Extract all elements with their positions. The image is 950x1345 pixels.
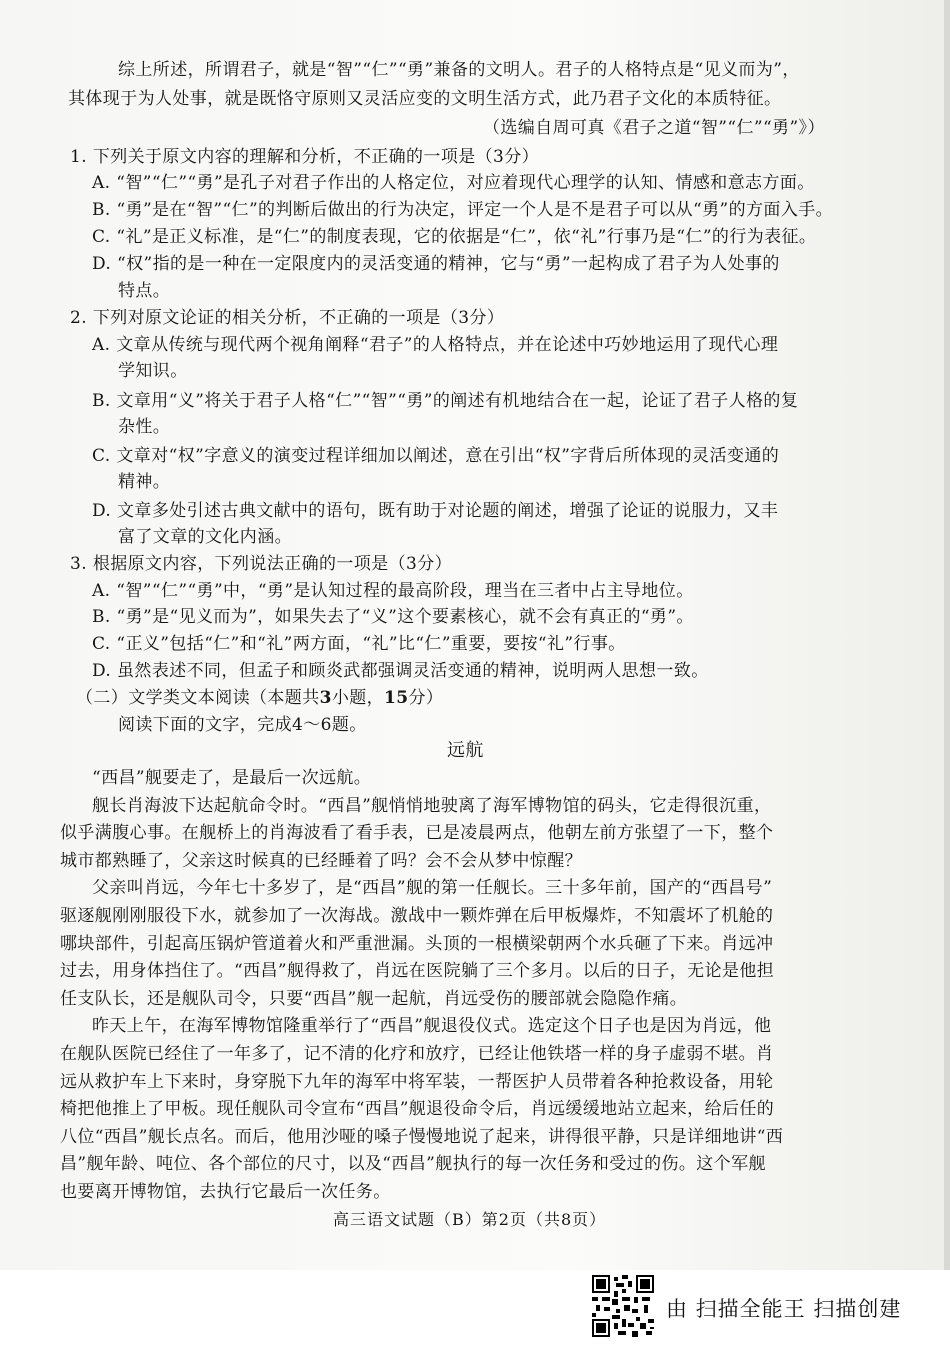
question-2-option-a-cont: 学知识。	[118, 361, 188, 381]
story-line: 城市都熟睡了，父亲这时候真的已经睡着了吗？会不会从梦中惊醒？	[60, 851, 582, 871]
question-2-stem: 2. 下列对原文论证的相关分析，不正确的一项是（3分）	[70, 308, 505, 328]
story-title: 远航	[447, 740, 484, 761]
question-3-option-d: D. 虽然表述不同，但孟子和顾炎武都强调灵活变通的精神，说明两人思想一致。	[92, 661, 709, 681]
question-2-option-d-cont: 富了文章的文化内涵。	[118, 527, 292, 547]
question-2-option-b: B. 文章用“义”将关于君子人格“仁”“智”“勇”的阐述有机地结合在一起，论证了君子人格的复	[92, 391, 799, 411]
question-1-option-a: A. “智”“仁”“勇”是孔子对君子作出的人格定位，对应着现代心理学的认知、情感和意志方面。	[92, 173, 815, 193]
question-2-option-d: D. 文章多处引述古典文献中的语句，既有助于对论题的阐述，增强了论证的说服力，又丰	[92, 501, 779, 521]
story-line: 过去，用身体挡住了。“西昌”舰得救了，肖远在医院躺了三个多月。以后的日子，无论是他担	[60, 961, 775, 981]
scanner-watermark-text: 由 扫描全能王 扫描创建	[666, 1297, 902, 1321]
story-line: 远从救护车上下来时，身穿脱下九年的海军中将军装，一帮医护人员带着各种抢救设备，用轮	[60, 1072, 774, 1092]
story-line: 哪块部件，引起高压锅炉管道着火和严重泄漏。头顶的一根横梁朝两个水兵砸了下来。肖远冲	[60, 934, 774, 954]
story-line: 八位“西昌”舰长点名。而后，他用沙哑的嗓子慢慢地说了起来，讲得很平静，只是详细地讲“西	[60, 1127, 784, 1147]
section-2-heading-score: 15	[384, 688, 409, 708]
question-3-option-b: B. “勇”是“见义而为”，如果失去了“义”这个要素核心，就不会有真正的“勇”。	[92, 607, 694, 627]
passage-conclusion-line-2: 其体现于为人处事，就是既恪守原则又灵活应变的文明生活方式，此乃君子文化的本质特征。	[68, 89, 782, 109]
section-2-heading-mid: 小题，	[331, 688, 385, 708]
story-line: 舰长肖海波下达起航命令时。“西昌”舰悄悄地驶离了海军博物馆的码头，它走得很沉重，	[92, 796, 772, 816]
section-2-heading-post: 分）	[408, 688, 444, 708]
question-1-option-c: C. “礼”是正义标准，是“仁”的制度表现，它的依据是“仁”，依“礼”行事乃是“仁”的行为表征。	[92, 227, 817, 247]
question-3-option-c: C. “正义”包括“仁”和“礼”两方面，“礼”比“仁”重要，要按“礼”行事。	[92, 634, 626, 654]
question-1-option-d-cont: 特点。	[118, 281, 171, 301]
story-line: 在舰队医院已经住了一年多了，记不清的化疗和放疗，已经让他铁塔一样的身子虚弱不堪。肖	[60, 1044, 774, 1064]
section-2-heading	[76, 687, 443, 709]
story-line: 昨天上午，在海军博物馆隆重举行了“西昌”舰退役仪式。选定这个日子也是因为肖远，他	[92, 1016, 772, 1036]
question-2-option-c-cont: 精神。	[118, 472, 171, 492]
question-3-stem: 3. 根据原文内容，下列说法正确的一项是（3分）	[70, 554, 453, 574]
question-1-stem: 1. 下列关于原文内容的理解和分析，不正确的一项是（3分）	[70, 147, 540, 167]
passage-conclusion-line-1: 综上所述，所谓君子，就是“智”“仁”“勇”兼备的文明人。君子的人格特点是“见义而为”，	[118, 60, 800, 80]
story-line: 父亲叫肖远，今年七十多岁了，是“西昌”舰的第一任舰长。三十多年前，国产的“西昌号”	[92, 878, 773, 898]
passage-source: （选编自周可真《君子之道“智”“仁”“勇”》）	[483, 118, 825, 138]
story-line: 似乎满腹心事。在舰桥上的肖海波看了看手表，已是凌晨两点，他朝左前方张望了一下，整个	[60, 823, 774, 843]
story-line: “西昌”舰要走了，是最后一次远航。	[92, 768, 372, 788]
page-footer: 高三语文试题（B）第2页（共8页）	[333, 1210, 607, 1229]
section-2-heading-num: 3	[319, 688, 332, 708]
question-3-option-a: A. “智”“仁”“勇”中，“勇”是认知过程的最高阶段，理当在三者中占主导地位。	[92, 581, 694, 601]
question-2-option-c: C. 文章对“权”字意义的演变过程详细加以阐述，意在引出“权”字背后所体现的灵活变通的	[92, 446, 780, 466]
story-line: 驱逐舰刚刚服役下水，就参加了一次海战。激战中一颗炸弹在后甲板爆炸，不知震坏了机舱的	[60, 906, 774, 926]
section-2-heading-pre: （二）文学类文本阅读（本题共	[76, 688, 320, 708]
question-2-option-a: A. 文章从传统与现代两个视角阐释“君子”的人格特点，并在论述中巧妙地运用了现代心理	[92, 335, 779, 355]
question-1-option-d: D. “权”指的是一种在一定限度内的灵活变通的精神，它与“勇”一起构成了君子为人处事的	[92, 254, 780, 274]
question-2-option-b-cont: 杂性。	[118, 417, 171, 437]
story-line: 昌”舰年龄、吨位、各个部位的尺寸，以及“西昌”舰执行的每一次任务和受过的伤。这个军舰	[60, 1154, 766, 1174]
qr-code-icon	[592, 1275, 654, 1337]
section-2-instruction: 阅读下面的文字，完成4～6题。	[118, 715, 367, 735]
question-1-option-b: B. “勇”是在“智”“仁”的判断后做出的行为决定，评定一个人是不是君子可以从“勇”的方面入手。	[92, 200, 834, 220]
story-line: 也要离开博物馆，去执行它最后一次任务。	[60, 1182, 391, 1202]
story-line: 任支队长，还是舰队司令，只要“西昌”舰一起航，肖远受伤的腰部就会隐隐作痛。	[60, 989, 688, 1009]
story-line: 椅把他推上了甲板。现任舰队司令宣布“西昌”舰退役命令后，肖远缓缓地站立起来，给后任的	[60, 1099, 775, 1119]
